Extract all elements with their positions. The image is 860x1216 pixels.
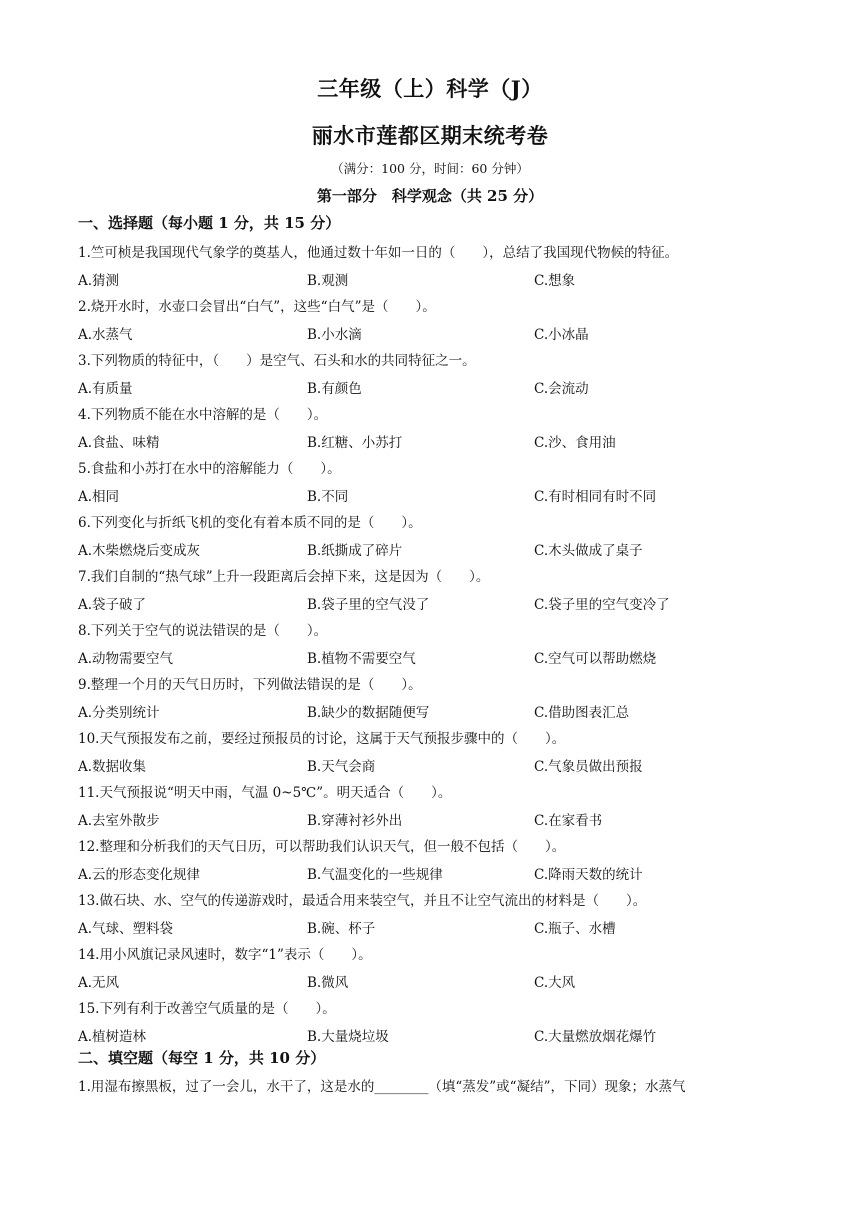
option-c: C.大量燃放烟花爆竹: [534, 1029, 657, 1045]
question-text: 15.下列有利于改善空气质量的是（ ）。: [78, 1001, 336, 1017]
option-a: A.猜测: [78, 273, 120, 289]
options-row: [78, 809, 798, 829]
options-row: [78, 485, 798, 505]
options-row: [78, 863, 798, 883]
exam-title: 三年级（上）科学（J）: [317, 76, 543, 101]
options-row: [78, 269, 798, 289]
fill-question-1: 1.用湿布擦黑板，过了一会儿，水干了，这是水的________（填“蒸发”或“凝结”，下同）现象；水蒸气: [78, 1079, 686, 1095]
option-a: A.气球、塑料袋: [78, 921, 174, 937]
options-row: [78, 1025, 798, 1045]
option-b: B.天气会商: [307, 759, 376, 775]
option-a: A.有质量: [78, 381, 133, 397]
option-c: C.袋子里的空气变冷了: [534, 597, 670, 613]
options-row: [78, 377, 798, 397]
option-b: B.缺少的数据随便写: [307, 705, 430, 721]
option-b: B.纸撕成了碎片: [307, 543, 403, 559]
options-row: [78, 701, 798, 721]
option-a: A.数据收集: [78, 759, 147, 775]
option-a: A.无风: [78, 975, 120, 991]
options-row: [78, 431, 798, 451]
option-a: A.植树造林: [78, 1029, 147, 1045]
question-text: 9.整理一个月的天气日历时，下列做法错误的是（ ）。: [78, 677, 422, 693]
exam-subtitle: 丽水市莲都区期末统考卷: [311, 123, 549, 148]
options-row: [78, 647, 798, 667]
question-text: 3.下列物质的特征中，（ ）是空气、石头和水的共同特征之一。: [78, 353, 476, 369]
option-b: B.有颜色: [307, 381, 362, 397]
options-row: [78, 593, 798, 613]
options-row: [78, 917, 798, 937]
part-heading: 第一部分 科学观念（共 25 分）: [316, 187, 544, 205]
option-b: B.碗、杯子: [307, 921, 376, 937]
option-a: A.相同: [78, 489, 120, 505]
option-a: A.木柴燃烧后变成灰: [78, 543, 201, 559]
options-row: [78, 755, 798, 775]
option-c: C.大风: [534, 975, 576, 991]
option-a: A.水蒸气: [78, 327, 133, 343]
option-b: B.不同: [307, 489, 349, 505]
question-text: 7.我们自制的“热气球”上升一段距离后会掉下来，这是因为（ ）。: [78, 569, 490, 585]
question-text: 8.下列关于空气的说法错误的是（ ）。: [78, 623, 328, 639]
question-text: 13.做石块、水、空气的传递游戏时，最适合用来装空气，并且不让空气流出的材料是（ ）。: [78, 893, 647, 909]
question-text: 11.天气预报说“明天中雨，气温 0~5℃”。明天适合（ ）。: [78, 785, 452, 801]
option-c: C.沙、食用油: [534, 435, 616, 451]
option-b: B.植物不需要空气: [307, 651, 416, 667]
question-text: 4.下列物质不能在水中溶解的是（ ）。: [78, 407, 328, 423]
options-row: [78, 323, 798, 343]
options-row: [78, 539, 798, 559]
exam-meta: （满分：100 分，时间：60 分钟）: [331, 161, 529, 176]
option-c: C.瓶子、水槽: [534, 921, 616, 937]
option-c: C.有时相同有时不同: [534, 489, 657, 505]
option-a: A.动物需要空气: [78, 651, 174, 667]
question-text: 5.食盐和小苏打在水中的溶解能力（ ）。: [78, 461, 341, 477]
question-text: 12.整理和分析我们的天气日历，可以帮助我们认识天气，但一般不包括（ ）。: [78, 839, 566, 855]
option-c: C.小冰晶: [534, 327, 589, 343]
section-heading-fill: 二、填空题（每空 1 分，共 10 分）: [78, 1049, 326, 1067]
option-c: C.降雨天数的统计: [534, 867, 643, 883]
option-b: B.观测: [307, 273, 349, 289]
options-row: [78, 971, 798, 991]
question-text: 1.竺可桢是我国现代气象学的奠基人，他通过数十年如一日的（ ），总结了我国现代物候的特征。: [78, 245, 679, 261]
option-b: B.红糖、小苏打: [307, 435, 403, 451]
question-text: 10.天气预报发布之前，要经过预报员的讨论，这属于天气预报步骤中的（ ）。: [78, 731, 566, 747]
option-b: B.微风: [307, 975, 349, 991]
option-c: C.在家看书: [534, 813, 603, 829]
option-b: B.大量烧垃圾: [307, 1029, 389, 1045]
section-heading-choice: 一、选择题（每小题 1 分，共 15 分）: [78, 214, 341, 232]
option-c: C.木头做成了桌子: [534, 543, 643, 559]
option-a: A.云的形态变化规律: [78, 867, 201, 883]
option-b: B.气温变化的一些规律: [307, 867, 443, 883]
option-c: C.空气可以帮助燃烧: [534, 651, 657, 667]
option-c: C.会流动: [534, 381, 589, 397]
option-a: A.去室外散步: [78, 813, 160, 829]
option-b: B.小水滴: [307, 327, 362, 343]
option-c: C.想象: [534, 273, 576, 289]
option-c: C.气象员做出预报: [534, 759, 643, 775]
option-a: A.袋子破了: [78, 597, 147, 613]
option-a: A.分类别统计: [78, 705, 160, 721]
option-a: A.食盐、味精: [78, 435, 160, 451]
question-text: 14.用小风旗记录风速时，数字“1”表示（ ）。: [78, 947, 372, 963]
option-c: C.借助图表汇总: [534, 705, 630, 721]
option-b: B.穿薄衬衫外出: [307, 813, 403, 829]
option-b: B.袋子里的空气没了: [307, 597, 430, 613]
question-text: 2.烧开水时，水壶口会冒出“白气”，这些“白气”是（ ）。: [78, 299, 436, 315]
question-text: 6.下列变化与折纸飞机的变化有着本质不同的是（ ）。: [78, 515, 422, 531]
